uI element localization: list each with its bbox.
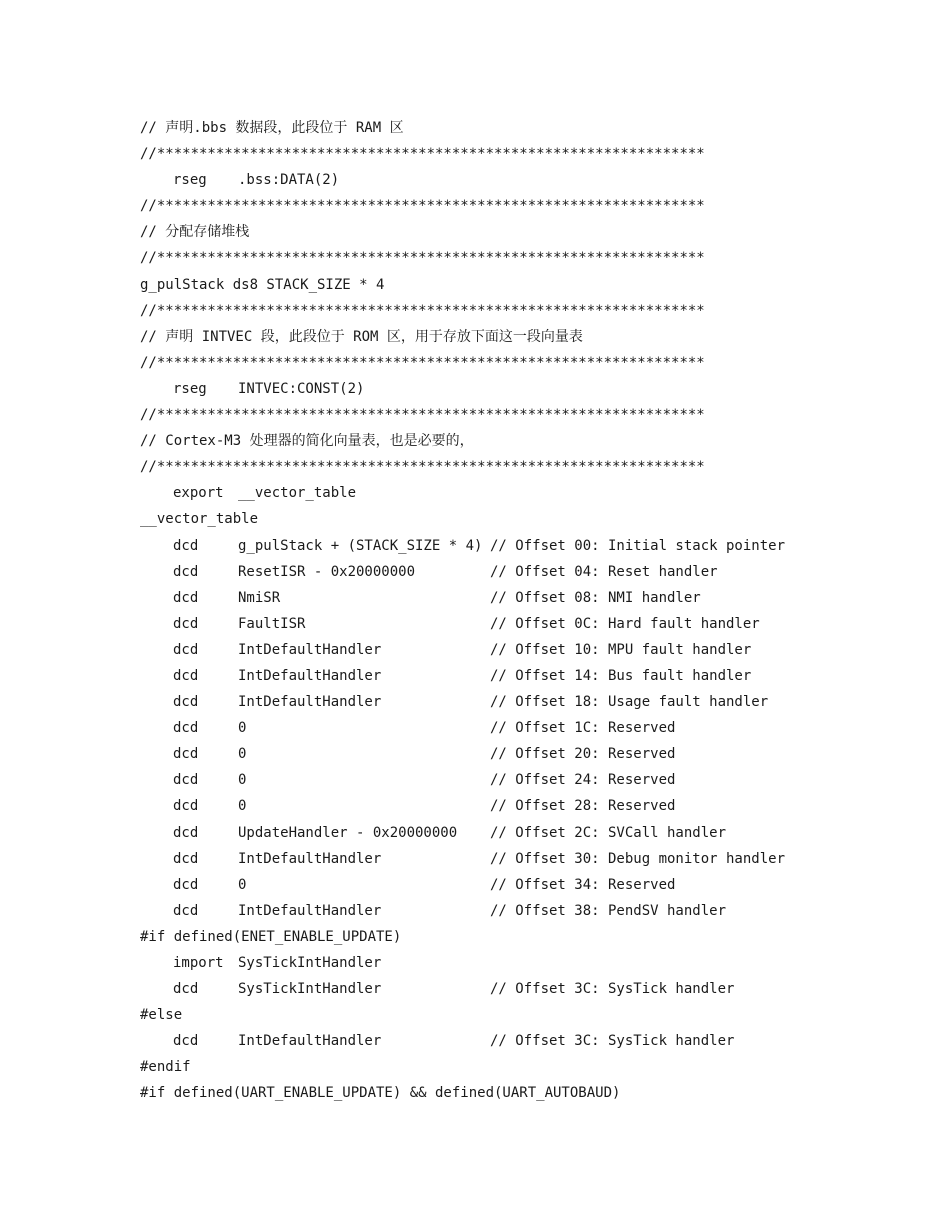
directive-opcode: dcd xyxy=(173,981,199,998)
code-line xyxy=(140,298,930,324)
code-line-text: //***************************************************************** xyxy=(140,198,705,215)
directive-operand: FaultISR xyxy=(238,615,306,632)
directive-comment: // Offset 38: PendSV handler xyxy=(490,902,727,919)
code-directive-line xyxy=(140,585,930,611)
code-directive-line xyxy=(140,1028,930,1054)
directive-opcode: import xyxy=(173,955,224,971)
directive-comment: // Offset 30: Debug monitor handler xyxy=(490,850,786,867)
directive-comment: // Offset 2C: SVCall handler xyxy=(490,824,727,841)
directive-operand: IntDefaultHandler xyxy=(238,641,382,658)
directive-operand: 0 xyxy=(238,798,247,815)
code-line-text: g_pulStack ds8 STACK_SIZE * 4 xyxy=(140,276,385,293)
directive-operand: 0 xyxy=(238,720,247,737)
code-line-text: //***************************************************************** xyxy=(140,302,705,319)
directive-comment: // Offset 04: Reset handler xyxy=(490,563,718,580)
directive-comment: // Offset 08: NMI handler xyxy=(490,589,701,606)
code-line-text: #else xyxy=(140,1007,183,1024)
directive-opcode: dcd xyxy=(173,1033,199,1050)
code-directive-line xyxy=(140,715,930,741)
code-line-text: // 分配存储堆栈 xyxy=(140,224,250,241)
directive-comment: // Offset 18: Usage fault handler xyxy=(490,694,769,711)
directive-comment: // Offset 10: MPU fault handler xyxy=(490,641,752,658)
directive-opcode: dcd xyxy=(173,667,199,684)
directive-opcode: export xyxy=(173,485,224,502)
code-line xyxy=(140,924,930,950)
code-directive-line xyxy=(140,950,930,976)
code-line-text: // Cortex-M3 处理器的简化向量表，也是必要的， xyxy=(140,433,474,450)
directive-opcode: dcd xyxy=(173,694,199,711)
directive-operand: ResetISR - 0x20000000 xyxy=(238,563,416,580)
directive-operand: 0 xyxy=(238,746,247,763)
directive-comment: // Offset 1C: Reserved xyxy=(490,720,676,737)
code-directive-line xyxy=(140,741,930,767)
code-line xyxy=(140,402,930,428)
code-directive-line xyxy=(140,559,930,585)
code-directive-line xyxy=(140,872,930,898)
directive-operand: g_pulStack + (STACK_SIZE * 4) xyxy=(238,537,483,554)
code-line xyxy=(140,454,930,480)
code-line-text: __vector_table xyxy=(140,511,259,528)
directive-operand: NmiSR xyxy=(238,589,281,606)
code-line xyxy=(140,219,930,245)
code-directive-line xyxy=(140,167,930,193)
directive-operand: IntDefaultHandler xyxy=(238,850,382,867)
code-line-text: // 声明 INTVEC 段，此段位于 ROM 区，用于存放下面这一段向量表 xyxy=(140,328,583,345)
code-directive-line xyxy=(140,820,930,846)
directive-opcode: dcd xyxy=(173,537,199,554)
code-directive-line xyxy=(140,846,930,872)
code-line xyxy=(140,193,930,219)
code-line xyxy=(140,115,930,141)
code-directive-line xyxy=(140,637,930,663)
code-line-text: //***************************************************************** xyxy=(140,459,705,476)
directive-opcode: dcd xyxy=(173,746,199,763)
code-directive-line xyxy=(140,689,930,715)
code-directive-line xyxy=(140,533,930,559)
directive-operand: IntDefaultHandler xyxy=(238,694,382,711)
directive-operand: .bss:DATA(2) xyxy=(238,172,340,189)
code-line-text: // 声明.bbs 数据段，此段位于 RAM 区 xyxy=(140,120,404,136)
code-line-text: //***************************************************************** xyxy=(140,250,705,267)
code-directive-line xyxy=(140,611,930,637)
directive-operand: IntDefaultHandler xyxy=(238,667,382,684)
directive-operand: UpdateHandler - 0x20000000 xyxy=(238,824,458,841)
code-line-text: //***************************************************************** xyxy=(140,407,705,424)
directive-opcode: dcd xyxy=(173,824,199,841)
code-line xyxy=(140,428,930,454)
directive-opcode: dcd xyxy=(173,615,199,632)
directive-opcode: dcd xyxy=(173,720,199,737)
directive-operand: SysTickIntHandler xyxy=(238,955,382,971)
code-line xyxy=(140,1080,930,1106)
code-directive-line xyxy=(140,767,930,793)
code-line-text: #endif xyxy=(140,1059,191,1076)
code-directive-line xyxy=(140,976,930,1002)
directive-operand: SysTickIntHandler xyxy=(238,981,382,998)
code-line xyxy=(140,324,930,350)
code-line-text: //***************************************************************** xyxy=(140,146,705,163)
code-directive-line xyxy=(140,376,930,402)
directive-opcode: dcd xyxy=(173,798,199,815)
code-line-text: //***************************************************************** xyxy=(140,354,705,371)
directive-operand: 0 xyxy=(238,772,247,789)
directive-comment: // Offset 34: Reserved xyxy=(490,876,676,893)
directive-comment: // Offset 14: Bus fault handler xyxy=(490,667,752,684)
directive-comment: // Offset 3C: SysTick handler xyxy=(490,981,735,998)
directive-opcode: dcd xyxy=(173,850,199,867)
code-line xyxy=(140,1002,930,1028)
code-line xyxy=(140,272,930,298)
directive-opcode: dcd xyxy=(173,563,199,580)
code-line-text: #if defined(ENET_ENABLE_UPDATE) xyxy=(140,928,402,945)
code-listing xyxy=(140,115,930,1107)
code-line xyxy=(140,245,930,271)
directive-opcode: dcd xyxy=(173,902,199,919)
code-directive-line xyxy=(140,793,930,819)
directive-opcode: dcd xyxy=(173,589,199,606)
code-line xyxy=(140,506,930,532)
directive-comment: // Offset 00: Initial stack pointer xyxy=(490,537,786,554)
directive-opcode: dcd xyxy=(173,641,199,658)
code-directive-line xyxy=(140,663,930,689)
directive-opcode: rseg xyxy=(173,380,207,397)
directive-opcode: dcd xyxy=(173,772,199,789)
directive-comment: // Offset 28: Reserved xyxy=(490,798,676,815)
directive-operand: IntDefaultHandler xyxy=(238,902,382,919)
code-line-text: #if defined(UART_ENABLE_UPDATE) && defined(UART_AUTOBAUD) xyxy=(140,1085,621,1102)
directive-opcode: dcd xyxy=(173,876,199,893)
directive-opcode: rseg xyxy=(173,172,207,189)
code-directive-line xyxy=(140,898,930,924)
code-line xyxy=(140,1054,930,1080)
directive-comment: // Offset 0C: Hard fault handler xyxy=(490,615,760,632)
directive-comment: // Offset 20: Reserved xyxy=(490,746,676,763)
directive-operand: IntDefaultHandler xyxy=(238,1033,382,1050)
code-line xyxy=(140,350,930,376)
directive-operand: __vector_table xyxy=(238,485,357,502)
code-directive-line xyxy=(140,480,930,506)
directive-operand: INTVEC:CONST(2) xyxy=(238,380,365,397)
directive-comment: // Offset 24: Reserved xyxy=(490,772,676,789)
code-line xyxy=(140,141,930,167)
directive-comment: // Offset 3C: SysTick handler xyxy=(490,1033,735,1050)
directive-operand: 0 xyxy=(238,876,247,893)
